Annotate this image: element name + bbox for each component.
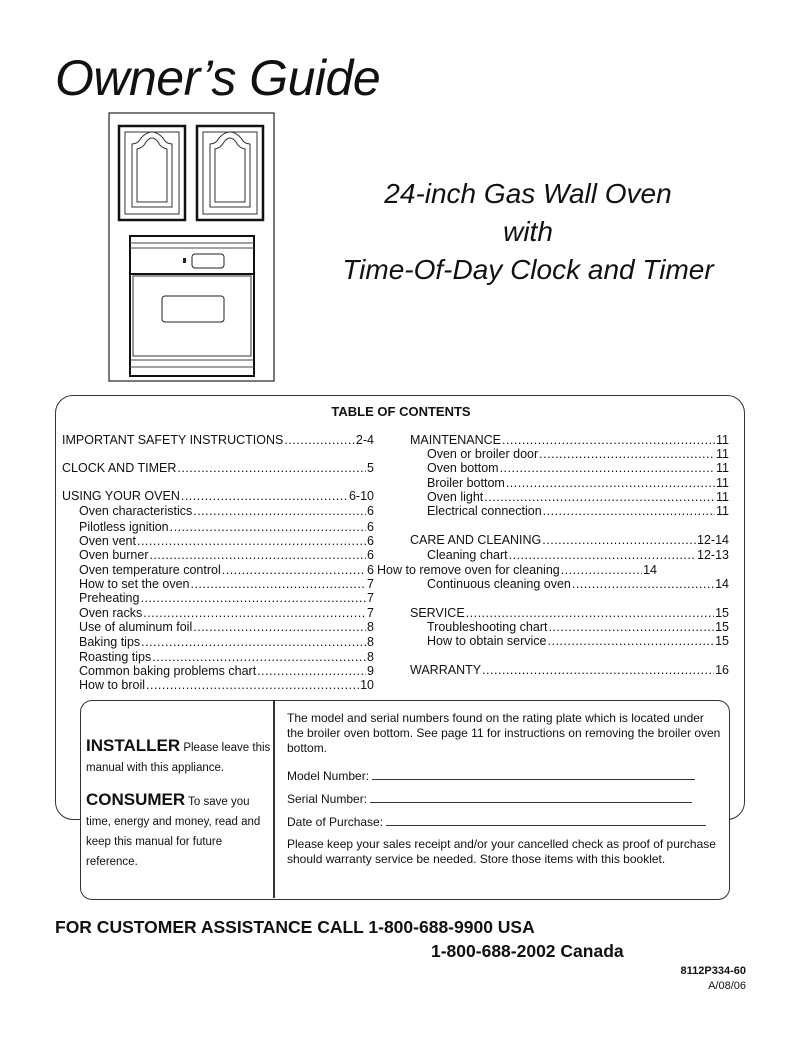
dot-leader (548, 634, 715, 648)
toc-entry (79, 678, 374, 692)
toc-entry (427, 548, 729, 562)
dot-leader (170, 520, 366, 534)
dot-leader (222, 563, 366, 577)
toc-entry (79, 635, 374, 649)
toc-entry-label: How to set the oven (79, 577, 190, 591)
toc-entry-page: 15 (715, 606, 729, 620)
model-number-label: Model Number: (287, 769, 370, 783)
toc-entry-page: 6 (367, 548, 374, 562)
toc-entry (427, 504, 729, 518)
toc-entry-label: SERVICE (410, 606, 465, 620)
toc-entry-label: Oven racks (79, 606, 143, 620)
toc-entry (410, 533, 729, 547)
dot-leader (561, 563, 642, 577)
dot-leader (177, 461, 366, 475)
toc-entry-page: 6 (367, 563, 374, 577)
toc-entry (427, 634, 729, 648)
consumer-heading: CONSUMER (86, 790, 186, 809)
toc-entry-label: Electrical connection (427, 504, 542, 518)
toc-entry (427, 620, 729, 634)
toc-entry-label: Broiler bottom (427, 476, 505, 490)
toc-entry-label: Oven vent (79, 534, 136, 548)
date-of-purchase-field (287, 813, 722, 830)
dot-leader (466, 606, 714, 620)
installer-text: Please leave this manual with this appliance. (86, 742, 271, 774)
dot-leader (141, 635, 366, 649)
dot-leader (149, 548, 366, 562)
dot-leader (181, 489, 348, 503)
document-date: A/08/06 (708, 980, 746, 992)
toc-entry-page: 12-13 (697, 548, 729, 562)
toc-entry-page: 11 (716, 504, 729, 518)
toc-entry-label: How to remove oven for cleaning (377, 563, 560, 577)
toc-entry (377, 563, 657, 577)
toc-entry-page: 11 (716, 461, 729, 475)
toc-entry (410, 606, 729, 620)
toc-entry-page: 7 (367, 606, 374, 620)
toc-entry (427, 490, 729, 504)
dot-leader (539, 447, 715, 461)
toc-entry-label: Use of aluminum foil (79, 620, 193, 634)
oven-cabinet-illustration (108, 112, 278, 384)
model-number-blank (372, 767, 695, 780)
toc-entry-page: 7 (367, 591, 374, 605)
toc-entry-label: CLOCK AND TIMER (62, 461, 177, 475)
dot-leader (190, 577, 366, 591)
toc-entry (427, 461, 729, 475)
toc-entry-page: 11 (716, 433, 729, 447)
serial-number-label: Serial Number: (287, 792, 368, 806)
toc-entry-label: Oven temperature control (79, 563, 221, 577)
dot-leader (509, 548, 696, 562)
toc-entry-page: 8 (367, 650, 374, 664)
toc-entry-label: IMPORTANT SAFETY INSTRUCTIONS (62, 433, 284, 447)
dot-leader (506, 476, 715, 490)
toc-entry (79, 664, 374, 678)
toc-entry-page: 15 (715, 620, 729, 634)
date-of-purchase-blank (386, 813, 706, 826)
toc-entry-label: Baking tips (79, 635, 141, 649)
dot-leader (137, 534, 366, 548)
document-code: 8112P334-60 (680, 965, 746, 977)
toc-entry (79, 591, 374, 605)
dot-leader (572, 577, 714, 591)
toc-entry-label: MAINTENANCE (410, 433, 501, 447)
dot-leader (284, 433, 355, 447)
toc-entry-label: Oven light (427, 490, 484, 504)
toc-entry-page: 10 (360, 678, 374, 692)
toc-entry (427, 476, 729, 490)
dot-leader (152, 650, 366, 664)
toc-entry-page: 12-14 (697, 533, 729, 547)
dot-leader (542, 533, 696, 547)
dot-leader (193, 504, 366, 518)
toc-entry (79, 606, 374, 620)
model-number-field (287, 767, 722, 784)
dot-leader (502, 433, 715, 447)
toc-entry (427, 447, 729, 461)
installer-heading: INSTALLER (86, 736, 181, 755)
dot-leader (543, 504, 715, 518)
product-subtitle-line-2: with (503, 216, 553, 247)
dot-leader (548, 620, 714, 634)
toc-entry (410, 663, 729, 677)
toc-entry-label: Continuous cleaning oven (427, 577, 571, 591)
toc-entry-label: CARE AND CLEANING (410, 533, 542, 547)
toc-entry (79, 548, 374, 562)
dot-leader (140, 591, 366, 605)
toc-entry-page: 11 (716, 476, 729, 490)
toc-entry-label: Roasting tips (79, 650, 152, 664)
toc-entry-label: How to broil (79, 678, 145, 692)
consumer-text: To save you time, energy and money, read and keep this manual for future reference. (86, 796, 261, 868)
toc-entry-page: 16 (715, 663, 729, 677)
toc-entry-page: 6 (367, 534, 374, 548)
toc-entry-label: Troubleshooting chart (427, 620, 548, 634)
toc-entry-page: 11 (716, 447, 729, 461)
toc-entry-page: 8 (367, 635, 374, 649)
toc-entry (427, 577, 729, 591)
product-subtitle-line-3: Time-Of-Day Clock and Timer (342, 254, 714, 285)
toc-entry (79, 577, 374, 591)
receipt-text: Please keep your sales receipt and/or your cancelled check as proof of purchase should warranty service be needed. Store those items with this booklet. (287, 837, 716, 866)
dot-leader (143, 606, 366, 620)
toc-entry-label: Cleaning chart (427, 548, 508, 562)
toc-entry-label: Oven burner (79, 548, 149, 562)
toc-entry-label: Oven or broiler door (427, 447, 539, 461)
toc-entry (79, 563, 374, 577)
toc-entry-page: 2-4 (355, 433, 374, 447)
dot-leader (193, 620, 366, 634)
toc-entry-label: USING YOUR OVEN (62, 489, 180, 503)
date-of-purchase-label: Date of Purchase: (287, 815, 384, 829)
toc-entry (79, 520, 374, 534)
toc-entry (62, 461, 374, 475)
toc-entry (410, 433, 729, 447)
customer-assistance-usa: FOR CUSTOMER ASSISTANCE CALL 1-800-688-9900 USA (55, 917, 535, 937)
page-title: Owner’s Guide (55, 50, 381, 106)
toc-entry (62, 433, 374, 447)
toc-entry-page: 6 (367, 504, 374, 518)
toc-entry-page: 11 (716, 490, 729, 504)
product-subtitle-line-1: 24-inch Gas Wall Oven (384, 178, 672, 209)
dot-leader (146, 678, 359, 692)
toc-entry-label: WARRANTY (410, 663, 482, 677)
serial-number-blank (370, 790, 692, 803)
toc-entry-page: 15 (715, 634, 729, 648)
toc-entry (79, 504, 374, 518)
customer-assistance-canada: 1-800-688-2002 Canada (431, 941, 624, 961)
toc-entry-label: Preheating (79, 591, 140, 605)
toc-entry-page: 5 (367, 461, 374, 475)
toc-entry (62, 489, 374, 503)
toc-entry-label: Common baking problems chart (79, 664, 257, 678)
toc-entry-label: Pilotless ignition (79, 520, 169, 534)
toc-entry-page: 8 (367, 620, 374, 634)
dot-leader (482, 663, 714, 677)
dot-leader (257, 664, 366, 678)
toc-entry (79, 650, 374, 664)
toc-entry (79, 620, 374, 634)
rating-plate-text: The model and serial numbers found on the rating plate which is located under the broiler oven bottom. See page 11 for instructions on removing the broiler oven bottom. (287, 711, 721, 755)
toc-entry-label: Oven bottom (427, 461, 499, 475)
toc-entry-page: 14 (643, 563, 657, 577)
toc-entry-label: Oven characteristics (79, 504, 193, 518)
toc-entry-page: 7 (367, 577, 374, 591)
dot-leader (500, 461, 715, 475)
installer-consumer-notes (86, 736, 271, 872)
toc-entry-page: 6 (367, 520, 374, 534)
toc-entry-label: How to obtain service (427, 634, 547, 648)
toc-heading: TABLE OF CONTENTS (331, 404, 471, 419)
toc-entry-page: 14 (715, 577, 729, 591)
serial-number-field (287, 790, 722, 807)
dot-leader (484, 490, 715, 504)
toc-entry-page: 9 (367, 664, 374, 678)
toc-entry (79, 534, 374, 548)
info-box-divider (273, 701, 275, 898)
toc-entry-page: 6-10 (348, 489, 374, 503)
